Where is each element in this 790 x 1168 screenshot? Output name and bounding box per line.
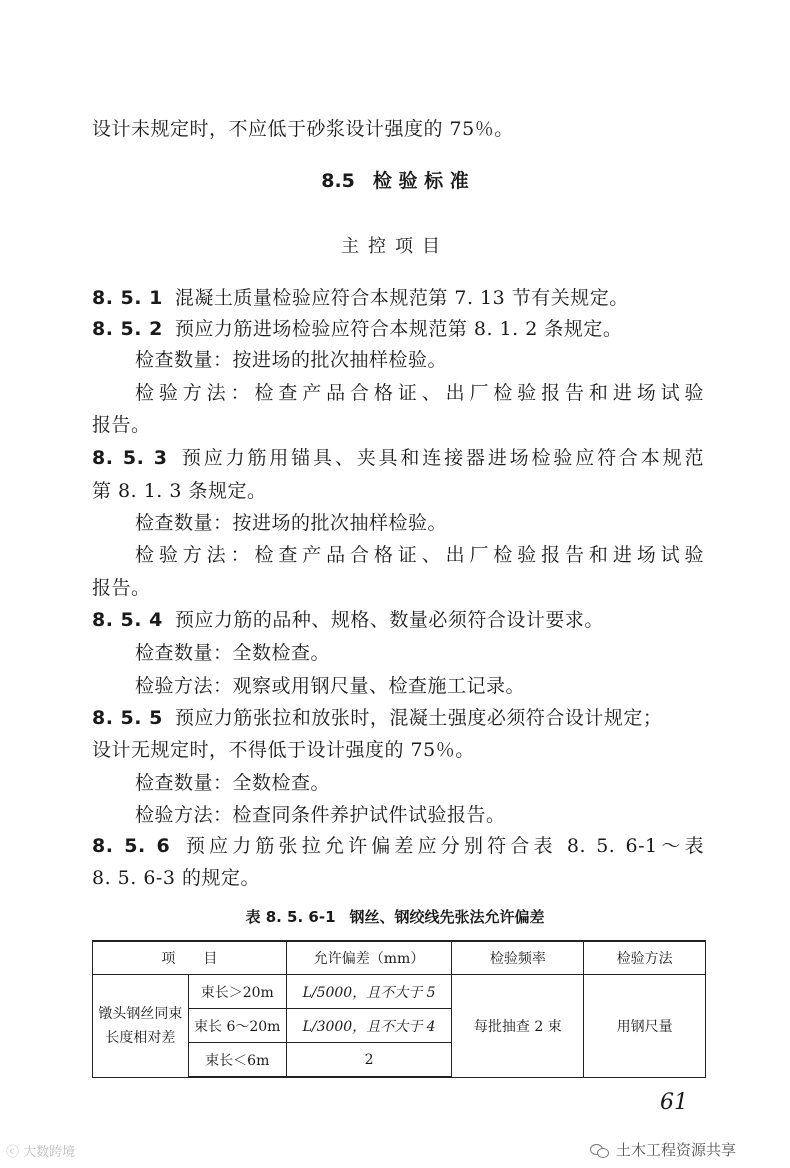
subsection-heading: 主控项目: [341, 236, 449, 257]
table-caption: [0, 906, 790, 927]
clause-8-5-3: [92, 443, 704, 473]
tolerance-table: [92, 940, 706, 1078]
clause-8-5-6: [92, 831, 704, 861]
table-header-row: [93, 941, 706, 975]
clause-number: 8. 5. 3: [92, 447, 168, 469]
clause-number: 8. 5. 5: [92, 707, 163, 729]
check-method: 检验方法：检查同条件养护试件试验报告。: [135, 804, 506, 826]
paragraph-line: 第 8. 1. 3 条规定。: [92, 480, 267, 502]
check-method: 检验方法：检查产品合格证、出厂检验报告和进场试验: [135, 544, 704, 566]
check-quantity: 检查数量：全数检查。: [135, 772, 331, 794]
section-number: 8.5: [321, 170, 355, 192]
clause-text: 预应力筋用锚具、夹具和连接器进场检验应符合本规范: [179, 447, 704, 469]
tolerance-value: L/5000，且不大于 5: [286, 975, 452, 1009]
clause-text: 预应力筋的品种、规格、数量必须符合设计要求。: [174, 609, 604, 631]
tolerance-value: 2: [286, 1043, 452, 1078]
paragraph-line: 8. 5. 6-3 的规定。: [92, 867, 260, 889]
section-heading: [0, 166, 790, 193]
check-quantity: 检查数量：按进场的批次抽样检验。: [135, 349, 448, 371]
header-tolerance: 允许偏差（mm）: [286, 941, 452, 975]
check-quantity: 检查数量：按进场的批次抽样检验。: [135, 512, 448, 534]
table-caption-title: 钢丝、钢绞线先张法允许偏差: [349, 908, 545, 926]
watermark-right-text: 土木工程资源共享: [616, 1141, 737, 1159]
clause-number: 8. 5. 1: [92, 287, 163, 309]
paragraph-line: 设计未规定时，不应低于砂浆设计强度的 75％。: [92, 118, 514, 140]
check-method: 检验方法：观察或用钢尺量、检查施工记录。: [135, 675, 526, 697]
sub-item: 束长＜6m: [188, 1043, 286, 1078]
clause-text: 预应力筋进场检验应符合本规范第 8. 1. 2 条规定。: [174, 318, 623, 340]
paragraph-line: 报告。: [92, 577, 151, 599]
wechat-icon: [590, 1144, 610, 1158]
row-group-label: 镦头钢丝同束长度相对差: [93, 975, 189, 1078]
clause-8-5-1: [92, 283, 629, 313]
clause-8-5-4: [92, 605, 604, 635]
table-row: [93, 975, 706, 1009]
clause-8-5-2: [92, 314, 622, 344]
check-method: 检验方法：检查产品合格证、出厂检验报告和进场试验: [135, 382, 704, 404]
watermark-right: [590, 1139, 736, 1160]
page-number: 61: [660, 1090, 688, 1115]
sub-item: 束长＞20m: [188, 975, 286, 1009]
header-method: 检验方法: [584, 941, 706, 975]
paragraph-line: 报告。: [92, 414, 151, 436]
check-quantity: 检查数量：全数检查。: [135, 642, 331, 664]
table-caption-number: 表 8. 5. 6-1: [245, 908, 336, 926]
header-frequency: 检验频率: [452, 941, 584, 975]
clause-text: 混凝土质量检验应符合本规范第 7. 13 节有关规定。: [174, 287, 629, 309]
clause-8-5-5: [92, 703, 662, 733]
method-value: 用钢尺量: [584, 975, 706, 1078]
clause-number: 8. 5. 2: [92, 318, 163, 340]
sub-item: 束长 6～20m: [188, 1009, 286, 1043]
watermark-left: ⓒ 大数跨境: [6, 1145, 76, 1160]
paragraph-line: 设计无规定时，不得低于设计强度的 75％。: [92, 739, 475, 761]
section-title: 检 验 标 准: [372, 170, 469, 192]
clause-text: 预应力筋张拉允许偏差应分别符合表 8. 5. 6-1～表: [182, 835, 704, 857]
tolerance-value: L/3000，且不大于 4: [286, 1009, 452, 1043]
clause-text: 预应力筋张拉和放张时，混凝土强度必须符合设计规定；: [174, 707, 663, 729]
clause-number: 8. 5. 4: [92, 609, 163, 631]
clause-number: 8. 5. 6: [92, 835, 171, 857]
frequency-value: 每批抽查 2 束: [452, 975, 584, 1078]
header-item: 项 目: [93, 941, 287, 975]
